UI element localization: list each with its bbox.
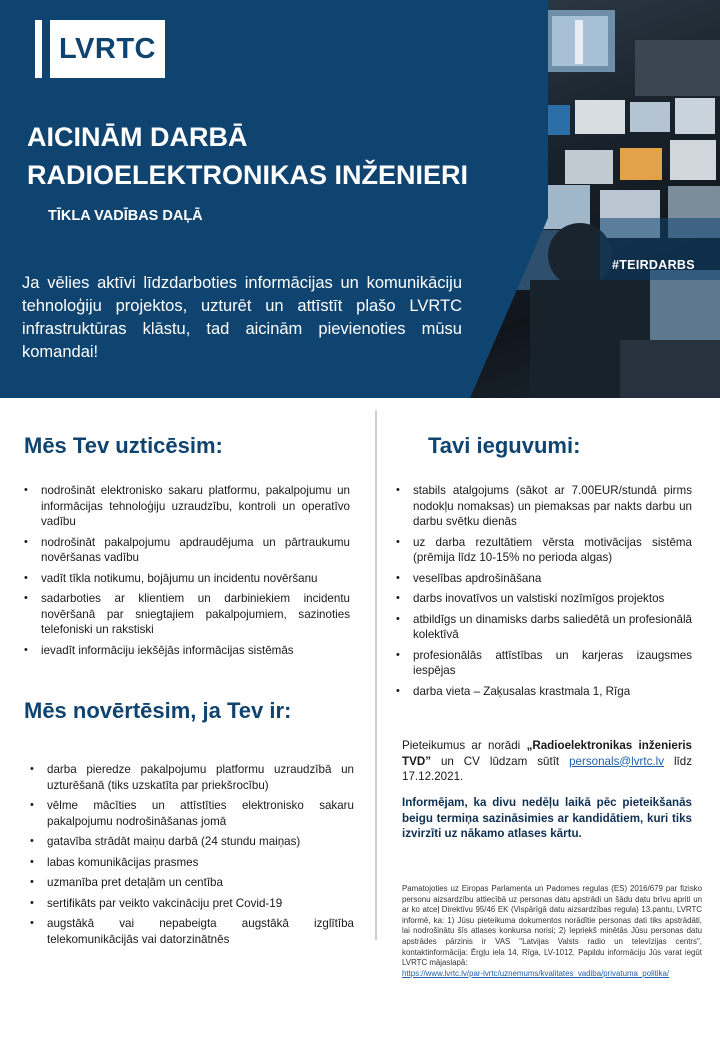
list-item: • uz darba rezultātiem vērsta motivācijas sistēma (prēmija līdz 10-15% no perioda algas)	[396, 535, 692, 566]
email-link[interactable]: personals@lvrtc.lv	[569, 754, 664, 768]
apply-position: „Radioelektronikas inženieris TVD”	[402, 739, 692, 768]
header-banner	[0, 0, 720, 398]
privacy-notice	[402, 884, 702, 979]
title-line-2: RADIOELEKTRONIKAS INŽENIERI	[27, 160, 469, 190]
logo-text: LVRTC	[50, 20, 165, 78]
list-item: • darbs inovatīvos un valstiski nozīmīgos projektos	[396, 591, 692, 607]
title-line-1: AICINĀM DARBĀ	[27, 122, 248, 152]
list-item: • sadarboties ar klientiem un darbiniekiem incidentu novēršanā par sniegtajiem pakalpojumiem, sazinoties telefoniski un rakstiski	[24, 591, 350, 638]
list-item: • nodrošināt elektronisko sakaru platformu, pakalpojumu un informācijas tehnoloģiju uzraudzību, kontroli un operatīvo vadību	[24, 483, 350, 530]
privacy-text: Pamatojoties uz Eiropas Parlamenta un Padomes regulas (ES) 2016/679 par fizisko personu aizsardzību attiecībā uz personas datu apstrādi un šādu datu brīvu apriti un ar ko atceļ Direktīvu 95/46 EK (Vispārīgā datu aizsardzības regula) 13.pantu, LVRTC informē, ka: 1) Jūsu pieteikuma dokumentos norādītie personas dati tiks apstrādāti, lai nodrošinātu šīs atlases konkursa norisi; 2) Iepriekš minētās Jūsu personas datu apstrādes pārzinis ir VAS "Latvijas Valsts radio un televīzijas centrs", kontaktinformācija: Ērgļu iela 14, Rīga, LV-1012. Papildu informāciju Jūs varat iegūt LVRTC mājaslapā:	[402, 884, 702, 968]
application-instructions	[402, 738, 692, 785]
logo-bar	[35, 20, 42, 78]
privacy-policy-link[interactable]: https://www.lvrtc.lv/par-lvrtc/uznemums/kvalitates_vadiba/privatuma_politika/	[402, 968, 670, 978]
lvrtc-logo	[35, 20, 165, 78]
page-subtitle: TĪKLA VADĪBAS DAĻĀ	[48, 208, 203, 224]
list-item: • uzmanība pret detaļām un centība	[30, 875, 354, 891]
trust-list	[24, 483, 350, 663]
list-item: • darba vieta – Zaķusalas krastmala 1, Rīga	[396, 684, 692, 700]
list-item: • stabils atalgojums (sākot ar 7.00EUR/stundā pirms nodokļu nomaksas) un piemaksas par nakts darbu un darbu svētku dienās	[396, 483, 692, 530]
list-item: • darba pieredze pakalpojumu platformu uzraudzībā un uzturēšanā (tiks uzskatīta par priekšrocību)	[30, 762, 354, 793]
benefits-list	[396, 483, 692, 704]
page-title	[27, 118, 468, 194]
intro-text: Ja vēlies aktīvi līdzdarboties informācijas un komunikāciju tehnoloģiju projektos, uzturēt un attīstīt plašo LVRTC infrastruktūras klāstu, tad aicinām pievienoties mūsu komandai!	[22, 274, 462, 361]
apply-text-3: līdz 17.12.2021.	[402, 754, 693, 783]
benefits-heading: Tavi ieguvumi:	[428, 433, 581, 458]
list-item: • atbildīgs un dinamisks darbs saliedētā un profesionālā kolektīvā	[396, 612, 692, 643]
list-item: • veselības apdrošināšana	[396, 571, 692, 587]
list-item: • vadīt tīkla notikumu, bojājumu un incidentu novēršanu	[24, 571, 350, 587]
selection-notice: Informējam, ka divu nedēļu laikā pēc pieteikšanās beigu termiņa sazināsimies ar kandidātiem, kuri tiks izvirzīti uz nākamo atlases kārtu.	[402, 796, 692, 840]
list-item: • augstākā vai nepabeigta augstākā izglītība telekomunikācijās vai datorzinātnēs	[30, 916, 354, 947]
evaluate-list	[30, 762, 354, 952]
apply-text-1: Pieteikumus ar norādi	[402, 739, 527, 752]
apply-text-2: un CV lūdzam sūtīt	[430, 754, 570, 768]
trust-heading: Mēs Tev uzticēsim:	[24, 433, 223, 458]
evaluate-heading: Mēs novērtēsim, ja Tev ir:	[24, 698, 292, 723]
list-item: • sertifikāts par veikto vakcināciju pret Covid-19	[30, 896, 354, 912]
hashtag: #TEIRDARBS	[612, 258, 695, 272]
list-item: • labas komunikācijas prasmes	[30, 855, 354, 871]
list-item: • ievadīt informāciju iekšējās informācijas sistēmās	[24, 643, 350, 659]
list-item: • profesionālās attīstības un karjeras izaugsmes iespējas	[396, 648, 692, 679]
column-divider	[375, 410, 377, 940]
list-item: • gatavība strādāt maiņu darbā (24 stundu maiņas)	[30, 834, 354, 850]
list-item: • vēlme mācīties un attīstīties elektronisko sakaru pakalpojumu nodrošināšanas jomā	[30, 798, 354, 829]
list-item: • nodrošināt pakalpojumu apdraudējuma un pārtraukumu novēršanas vadību	[24, 535, 350, 566]
